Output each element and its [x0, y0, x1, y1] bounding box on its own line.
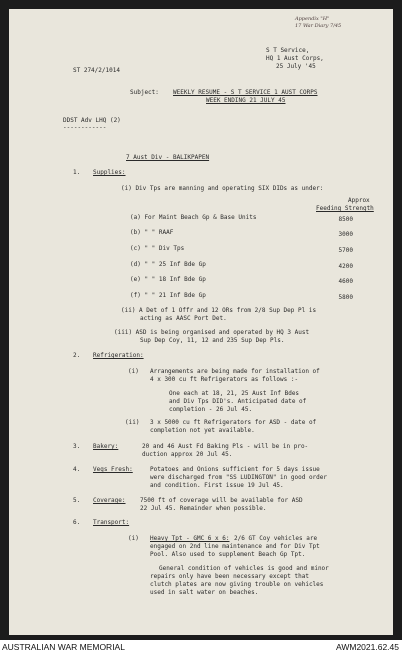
- did-row-strength: 3000: [338, 231, 353, 238]
- sender-line2: HQ 1 Aust Corps,: [266, 55, 324, 62]
- section-title: 7 Aust Div - BALIKPAPEN: [126, 154, 210, 161]
- item-number: 6.: [73, 519, 81, 526]
- did-row-strength: 4600: [338, 278, 353, 285]
- appendix-note-line2: 17 War Diary 7/45: [295, 23, 342, 29]
- column-head-approx: Approx: [348, 197, 370, 204]
- supplies-para-ii-line2: acting as AASC Port Det.: [140, 315, 227, 322]
- bakery-line2: duction approx 20 Jul 45.: [142, 451, 233, 458]
- supplies-heading: Supplies:: [93, 169, 126, 176]
- vegs-fresh-line1: Potatoes and Onions sufficient for 5 days issue: [150, 466, 320, 473]
- did-row-strength: 5800: [338, 294, 353, 301]
- column-head-feeding-strength: Feeding Strength: [316, 205, 374, 212]
- sender-line1: S T Service,: [266, 47, 310, 54]
- supplies-para-iii-line1: (iii) ASD is being organised and operated by HQ 3 Aust: [114, 329, 310, 336]
- subject-label: Subject:: [130, 89, 159, 96]
- transport-para-line3: clutch plates are now giving trouble on vehicles: [150, 581, 324, 588]
- did-row-label: (d) " " 25 Inf Bde Gp: [130, 261, 206, 268]
- appendix-note-line1: Appendix "H": [295, 16, 330, 22]
- transport-i-num: (i): [128, 535, 139, 542]
- supplies-para-ii-line1: (ii) A Det of 1 Offr and 12 ORs from 2/8 Sup Dep Pl is: [121, 307, 317, 314]
- addressee-rule: ------------: [63, 124, 107, 131]
- footer-accession-number: AWM2021.62.45: [336, 642, 399, 652]
- subject-line1: WEEKLY RESUME - S T SERVICE 1 AUST CORPS: [173, 89, 318, 96]
- vegs-fresh-line3: and condition. First issue 19 Jul 45.: [150, 482, 284, 489]
- coverage-heading: Coverage:: [93, 497, 126, 504]
- refrigeration-i-sub-line2: and Div Tps DID's. Anticipated date of: [169, 398, 307, 405]
- did-row-strength: 8500: [338, 216, 353, 223]
- addressee: DDST Adv LHQ (2): [63, 117, 121, 124]
- transport-i-line3: Pool. Also used to supplement Beach Gp Tpt.: [150, 551, 306, 558]
- coverage-line1: 7500 ft of coverage will be available for ASD: [140, 497, 303, 504]
- subject-line2: WEEK ENDING 21 JULY 45: [206, 97, 286, 104]
- vegs-fresh-heading: Vegs Fresh:: [93, 466, 133, 473]
- refrigeration-ii-num: (ii): [125, 419, 140, 426]
- did-row-label: (f) " " 21 Inf Bde Gp: [130, 292, 206, 299]
- did-row-label: (e) " " 18 Inf Bde Gp: [130, 276, 206, 283]
- item-number: 4.: [73, 466, 81, 473]
- bakery-heading: Bakery:: [93, 443, 119, 450]
- refrigeration-i-num: (i): [128, 368, 139, 375]
- letter-date: 25 July '45: [276, 63, 316, 70]
- coverage-line2: 22 Jul 45. Remainder when possible.: [140, 505, 267, 512]
- refrigeration-i-line1: Arrangements are being made for installation of: [150, 368, 320, 375]
- transport-heading: Transport:: [93, 519, 130, 526]
- refrigeration-heading: Refrigeration:: [93, 352, 144, 359]
- did-row-label: (a) For Maint Beach Gp & Base Units: [130, 214, 257, 221]
- item-number: 5.: [73, 497, 81, 504]
- bakery-line1: 20 and 46 Aust Fd Baking Pls - will be in pro-: [142, 443, 309, 450]
- supplies-intro: (i) Div Tps are manning and operating SIX DIDs as under:: [121, 185, 324, 192]
- did-row-label: (b) " " RAAF: [130, 229, 174, 236]
- transport-para-line4: used in salt water on beaches.: [150, 589, 259, 596]
- vegs-fresh-line2: were discharged from "SS LUDINGTON" in good order: [150, 474, 328, 481]
- transport-i-heading: Heavy Tpt - GMC 6 x 6:: [150, 535, 230, 542]
- item-number: 3.: [73, 443, 81, 450]
- reference-number: ST 274/2/1014: [73, 67, 120, 74]
- refrigeration-i-line2: 4 x 300 cu ft Refrigerators as follows :-: [150, 376, 299, 383]
- document-page: [9, 9, 393, 635]
- transport-para-line2: repairs only have been necessary except that: [150, 573, 309, 580]
- supplies-para-iii-line2: Sup Dep Coy, 11, 12 and 235 Sup Dep Pls.: [140, 337, 285, 344]
- did-row-strength: 4200: [338, 263, 353, 270]
- transport-para-line1: General condition of vehicles is good and minor: [159, 565, 329, 572]
- footer-institution: AUSTRALIAN WAR MEMORIAL: [2, 642, 125, 652]
- did-row-strength: 5700: [338, 247, 353, 254]
- refrigeration-i-sub-line3: completion - 26 Jul 45.: [169, 406, 253, 413]
- did-row-label: (c) " " Div Tps: [130, 245, 185, 252]
- transport-i-line2: engaged on 2nd line maintenance and for Div Tpt: [150, 543, 320, 550]
- transport-i-line1: 2/6 GT Coy vehicles are: [234, 535, 318, 542]
- item-number: 1.: [73, 169, 81, 176]
- refrigeration-ii-line2: completion not yet available.: [150, 427, 255, 434]
- item-number: 2.: [73, 352, 81, 359]
- refrigeration-ii-line1: 3 x 5000 cu ft Refrigerators for ASD - date of: [150, 419, 317, 426]
- refrigeration-i-sub-line1: One each at 18, 21, 25 Aust Inf Bdes: [169, 390, 300, 397]
